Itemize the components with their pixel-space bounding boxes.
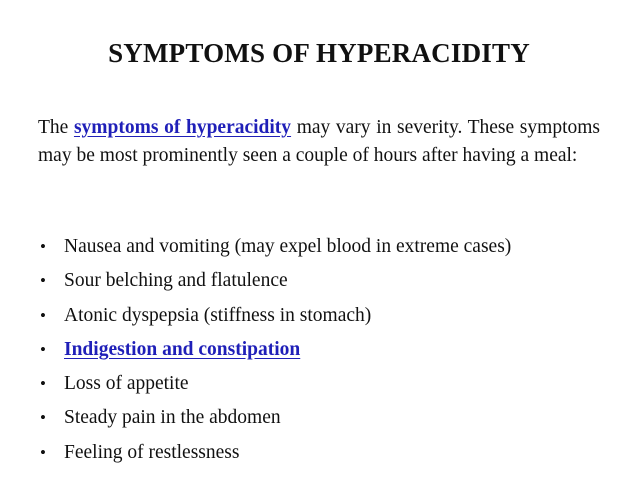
- intro-paragraph: [38, 114, 600, 170]
- list-item: [38, 264, 618, 298]
- list-item: [38, 230, 618, 264]
- intro-text-after: may vary in severity. These symptoms may be most prominently seen a couple of hours after having a meal:: [38, 117, 600, 166]
- intro-highlight-link[interactable]: symptoms of hyperacidity: [73, 117, 292, 138]
- list-item-text: Nausea and vomiting (may expel blood in extreme cases): [64, 236, 512, 257]
- bullet-icon: •: [40, 442, 46, 462]
- list-item: [38, 299, 618, 333]
- bullet-icon: •: [40, 408, 46, 428]
- bullet-icon: •: [40, 271, 46, 291]
- symptom-list: [38, 230, 618, 470]
- list-item-text: Feeling of restlessness: [64, 441, 240, 463]
- intro-text-before: The: [38, 117, 74, 138]
- bullet-icon: •: [40, 339, 46, 359]
- bullet-icon: •: [40, 374, 46, 394]
- list-item-highlight-link[interactable]: Indigestion and constipation: [64, 338, 301, 360]
- list-item-text: Atonic dyspepsia (stiffness in stomach): [64, 304, 372, 326]
- list-item: [38, 401, 618, 435]
- bullet-icon: •: [40, 237, 46, 256]
- list-item-text: Loss of appetite: [64, 373, 189, 395]
- slide-title: SYMPTOMS OF HYPERACIDITY: [108, 38, 530, 68]
- list-item: [38, 436, 618, 470]
- list-item-text: Steady pain in the abdomen: [64, 407, 281, 429]
- bullet-icon: •: [40, 305, 46, 325]
- list-item: [38, 367, 618, 401]
- list-item[interactable]: [38, 333, 618, 367]
- list-item-text: Sour belching and flatulence: [64, 270, 288, 292]
